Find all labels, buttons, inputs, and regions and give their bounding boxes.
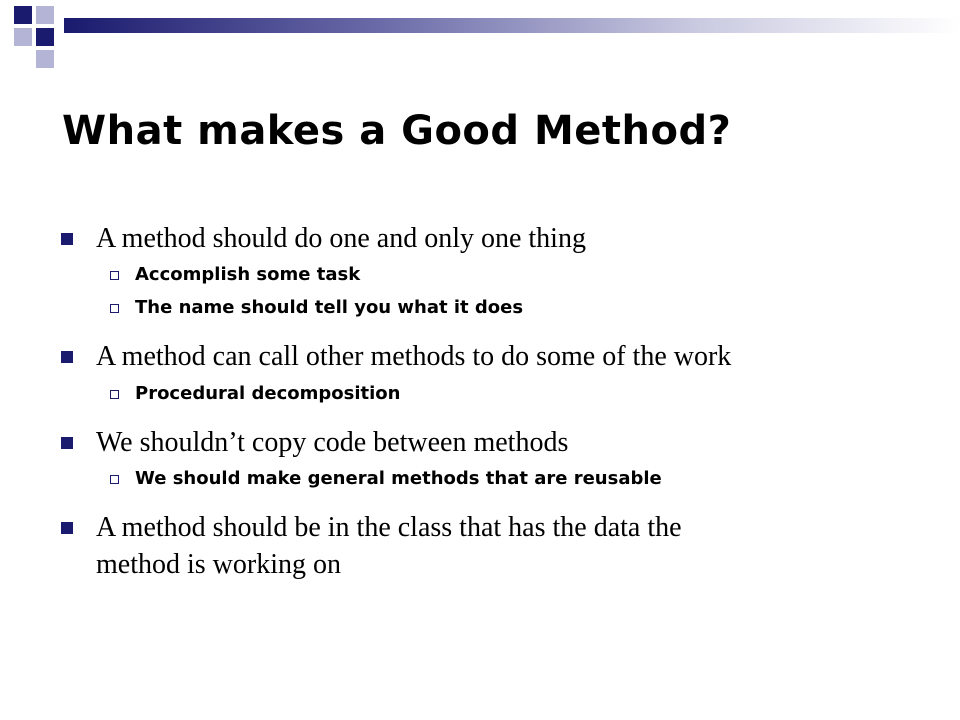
bullet-text: A method can call other methods to do some of the work [96, 341, 732, 372]
hollow-square-bullet-icon [110, 271, 119, 280]
sub-bullet-text: Procedural decomposition [135, 383, 401, 404]
hollow-square-bullet-icon [110, 304, 119, 313]
square-bullet-icon [61, 437, 73, 449]
sub-bullet-text: Accomplish some task [135, 264, 361, 285]
square-bullet-icon [61, 522, 73, 534]
sub-bullet-text: The name should tell you what it does [135, 297, 524, 318]
bullet-text-line-2: method is working on [96, 549, 341, 580]
hollow-square-bullet-icon [110, 390, 119, 399]
bullet-text-line-1: A method should be in the class that has the data the [96, 512, 682, 543]
square-bullet-icon [61, 233, 73, 245]
hollow-square-bullet-icon [110, 475, 119, 484]
bullet-text: We shouldn’t copy code between methods [96, 427, 569, 458]
bullet-text: A method should do one and only one thing [96, 223, 586, 254]
slide-title: What makes a Good Method? [62, 108, 732, 154]
square-bullet-icon [61, 351, 73, 363]
sub-bullet-text: We should make general methods that are reusable [135, 468, 662, 489]
